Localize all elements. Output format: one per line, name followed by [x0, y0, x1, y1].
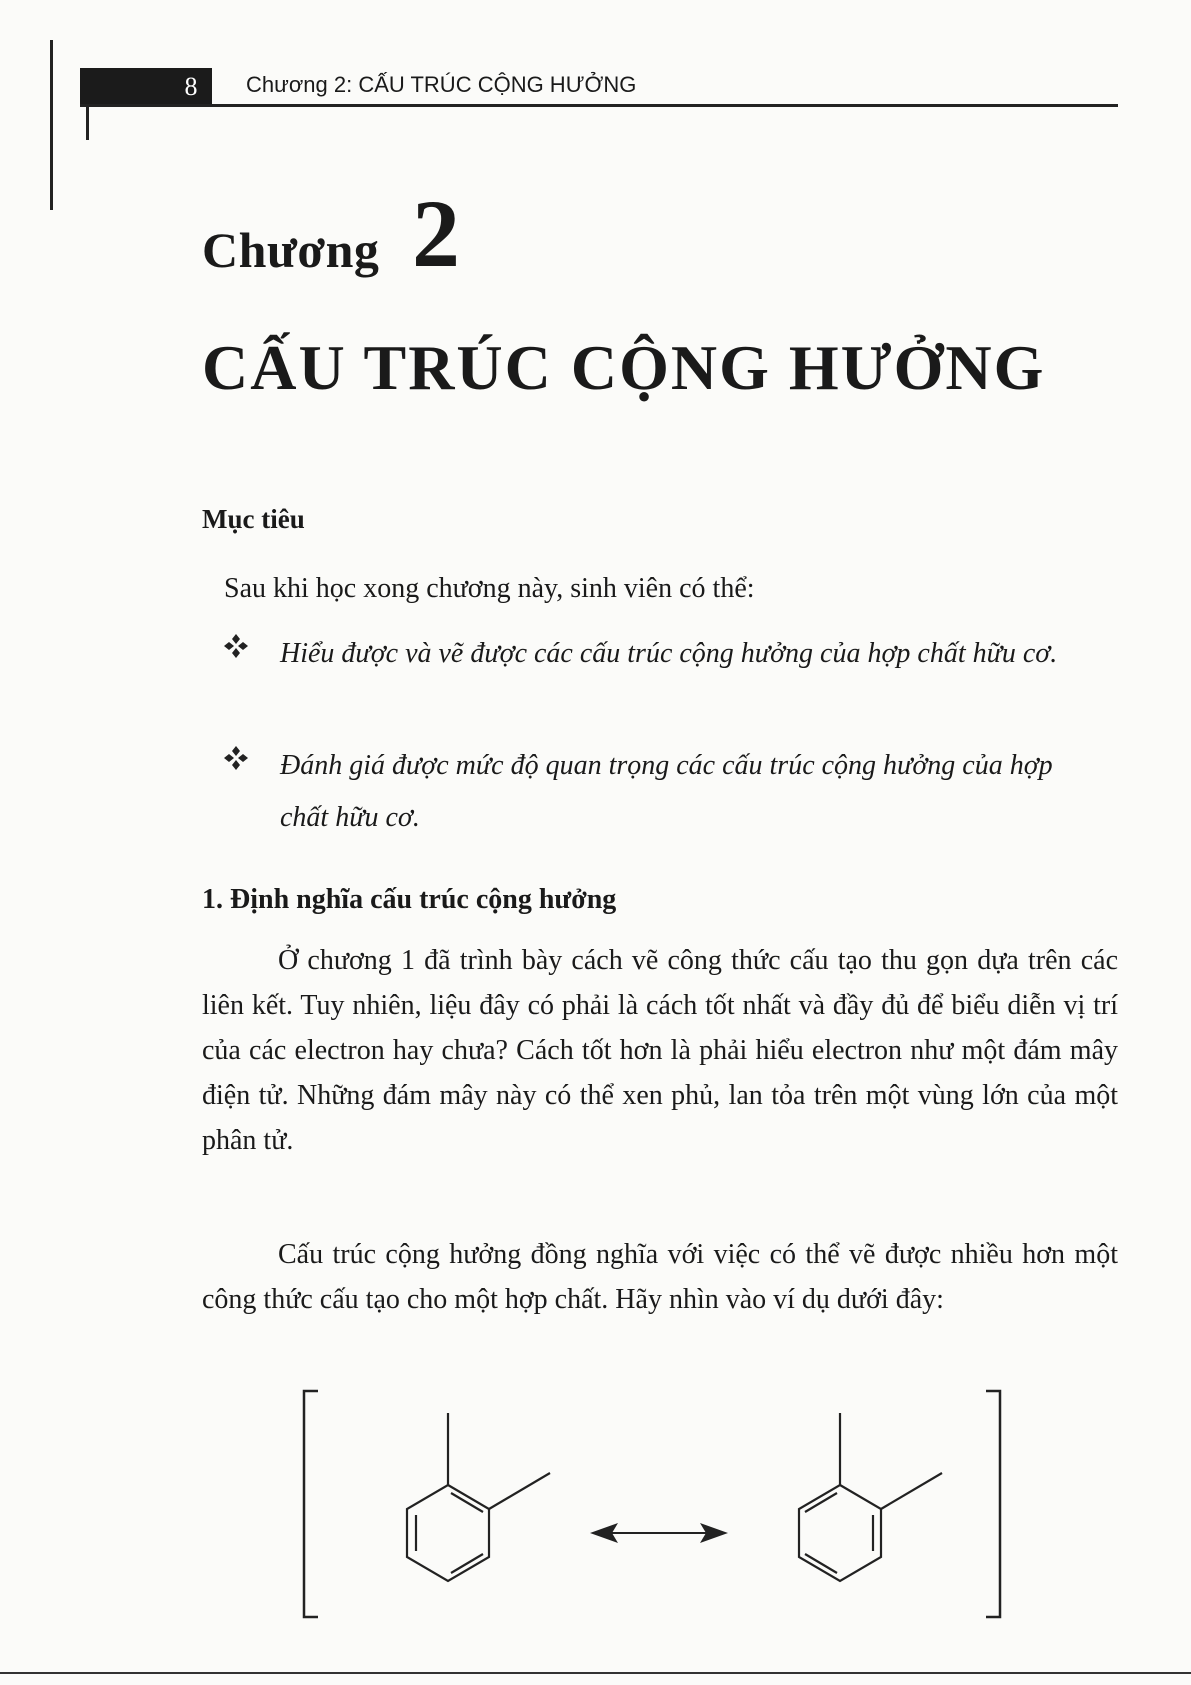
footer-rule [0, 1672, 1191, 1674]
four-diamond-bullet-icon [222, 632, 250, 660]
four-diamond-bullet-icon [222, 744, 250, 772]
objectives-intro: Sau khi học xong chương này, sinh viên có thể: [224, 573, 755, 604]
resonance-arrow [590, 1523, 728, 1543]
objectives-heading: Mục tiêu [202, 504, 305, 534]
resonance-structure-left [407, 1413, 550, 1581]
right-bracket [986, 1391, 1000, 1617]
chapter-number: 2 [412, 180, 460, 287]
paragraph: Ở chương 1 đã trình bày cách vẽ công thức cấu tạo thu gọn dựa trên các liên kết. Tuy nhiên, liệu đây có phải là cách tốt nhất và đầy đủ để biểu diễn vị trí của các electron hay chưa? Cách tốt hơn là phải hiểu electron như một đám mây điện tử. Những đám mây này có thể xen phủ, lan tỏa trên một vùng lớn của một phân tử. [202, 945, 1118, 1156]
paragraph: Cấu trúc cộng hưởng đồng nghĩa với việc có thể vẽ được nhiều hơn một công thức cấu tạo cho một hợp chất. Hãy nhìn vào ví dụ dưới đây: [202, 1239, 1118, 1315]
header-rule [80, 104, 1118, 107]
page-number: 8 [184, 72, 198, 101]
resonance-structure-right [799, 1413, 942, 1581]
chapter-word: Chương [202, 222, 380, 278]
objective-text: Hiểu được và vẽ được các cấu trúc cộng hưởng của hợp chất hữu cơ. [280, 638, 1058, 669]
objective-text: Đánh giá được mức độ quan trọng các cấu trúc cộng hưởng của hợp chất hữu cơ. [280, 750, 1053, 833]
resonance-figure [300, 1385, 1060, 1625]
running-title: Chương 2: CẤU TRÚC CỘNG HƯỞNG [246, 72, 637, 97]
margin-line [50, 40, 53, 210]
left-bracket [304, 1391, 318, 1617]
chapter-title: CẤU TRÚC CỘNG HƯỞNG [202, 332, 1046, 403]
section-heading: 1. Định nghĩa cấu trúc cộng hưởng [202, 884, 617, 915]
